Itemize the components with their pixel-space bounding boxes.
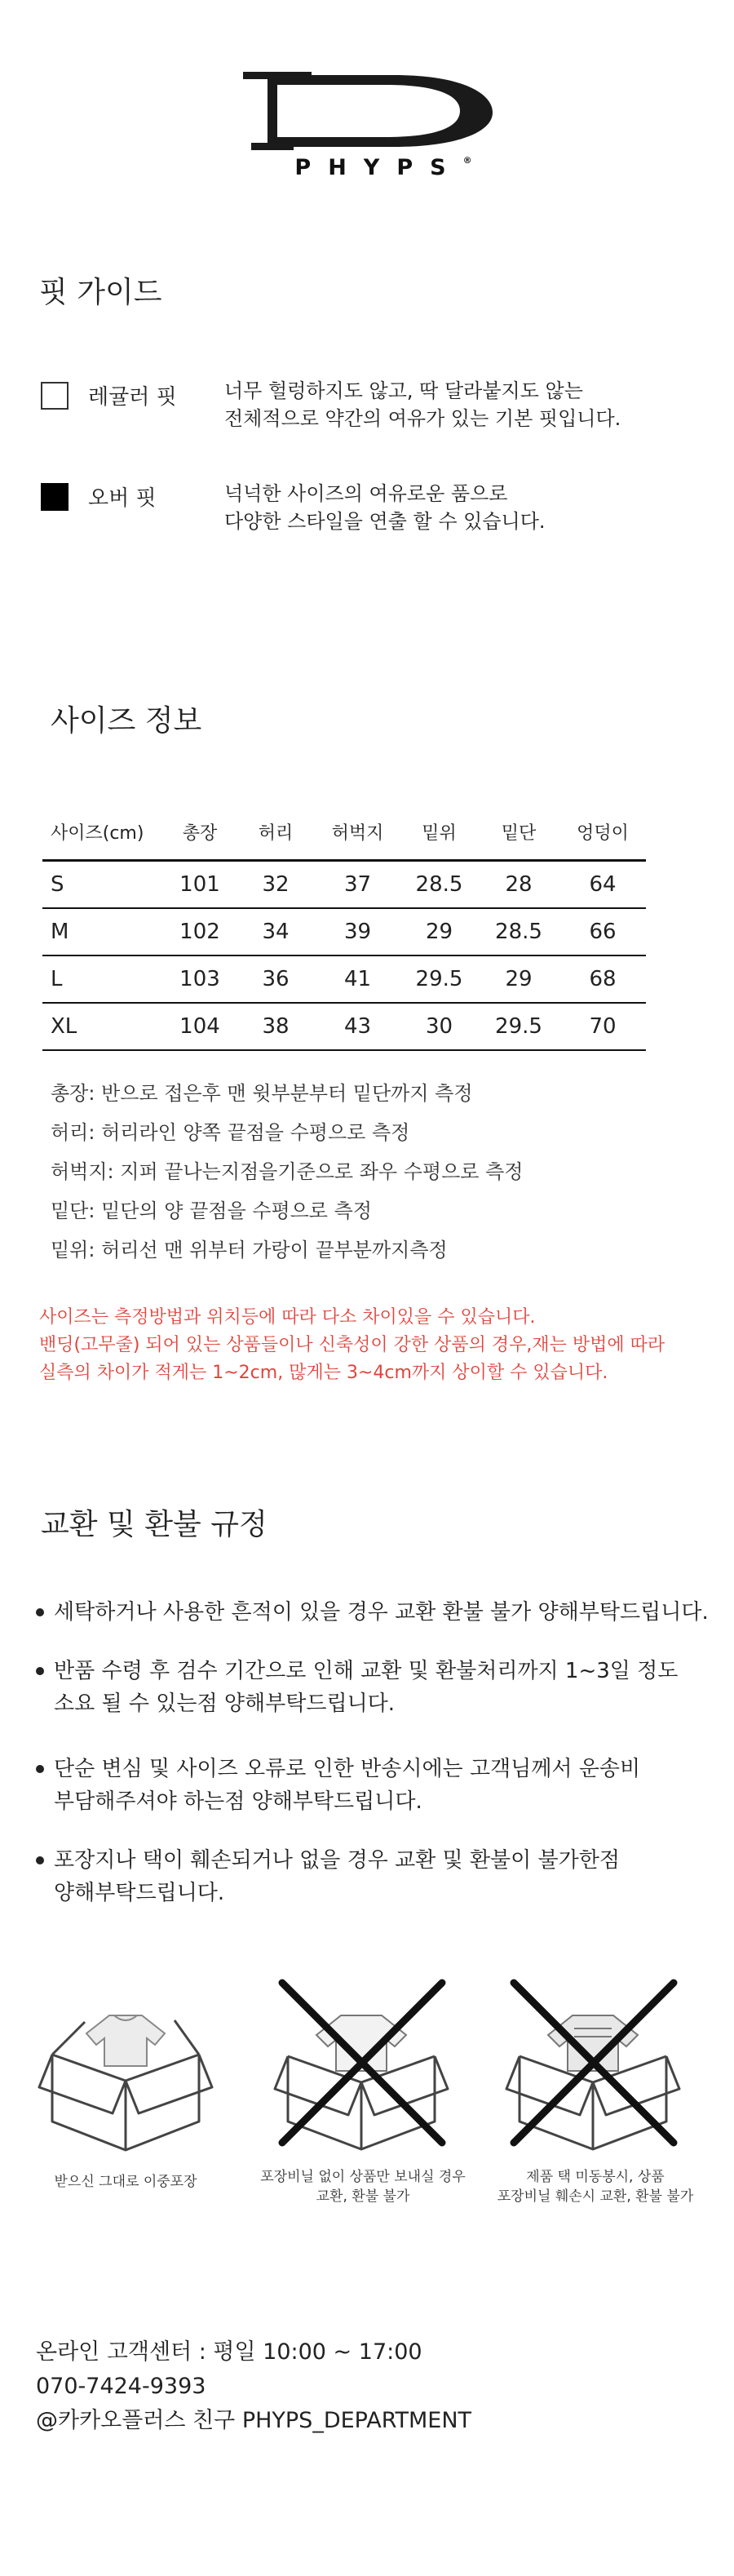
table-cell: 43 — [315, 1003, 400, 1050]
table-cell: 29.5 — [478, 1003, 559, 1050]
table-cell: 30 — [400, 1003, 478, 1050]
table-cell: 28 — [478, 861, 559, 909]
waist-col-header: 허리 — [258, 822, 294, 844]
bullet-dot — [36, 1667, 44, 1675]
rule-text: 세탁하거나 사용한 흔적이 있을 경우 교환 환불 불가 양해부탁드립니다. — [54, 1600, 709, 1625]
over-fit-swatch — [41, 483, 69, 511]
table-cell: 28.5 — [478, 908, 559, 955]
over-fit-name: 오버 핏 — [88, 486, 157, 511]
warning-line: 밴딩(고무줄) 되어 있는 상품들이나 신축성이 강한 상품의 경우,재는 방법에 따라 — [39, 1335, 665, 1355]
exchange-rule — [54, 1655, 678, 1720]
size-table-header-row — [42, 804, 646, 861]
box-with-shirt-icon — [36, 1991, 215, 2154]
crossed-box-icon — [499, 1975, 687, 2154]
table-cell: 68 — [559, 955, 646, 1003]
length-col-header: 총장 — [182, 822, 218, 844]
rule-text: 소요 될 수 있는점 양해부탁드립니다. — [54, 1691, 396, 1716]
size-table — [42, 804, 646, 1051]
over-fit-desc-line: 다양한 스타일을 연출 할 수 있습니다. — [224, 510, 546, 533]
table-cell: 36 — [237, 955, 315, 1003]
size-warning — [39, 1304, 665, 1387]
measurement-note: 밑단: 밑단의 양 끝점을 수평으로 측정 — [51, 1199, 372, 1222]
table-cell: 39 — [315, 908, 400, 955]
rule-text: 양해부탁드립니다. — [54, 1881, 225, 1905]
bullet-dot — [36, 1765, 44, 1773]
exchange-title: 교환 및 환불 규정 — [41, 1508, 268, 1541]
rule-text: 단순 변심 및 사이즈 오류로 인한 반송시에는 고객님께서 운송비 — [54, 1757, 641, 1781]
measurement-notes — [51, 1074, 523, 1270]
size-cell: L — [42, 955, 163, 1003]
size-cell: M — [42, 908, 163, 955]
measurement-note: 허벅지: 지퍼 끝나는지점을기준으로 좌우 수평으로 측정 — [51, 1160, 524, 1183]
customer-center — [36, 2335, 471, 2438]
table-row — [42, 1003, 646, 1050]
registered-mark: ® — [462, 155, 472, 166]
fit-guide-title: 핏 가이드 — [39, 276, 162, 309]
over-fit-desc-line: 넉넉한 사이즈의 여유로운 품으로 — [224, 482, 508, 505]
table-cell: 103 — [163, 955, 237, 1003]
kakao-plus-friend: @카카오플러스 친구 PHYPS_DEPARTMENT — [36, 2408, 472, 2433]
table-cell: 38 — [237, 1003, 315, 1050]
hip-col-header: 엉덩이 — [577, 822, 629, 844]
rise-col-header: 밑위 — [422, 822, 457, 844]
warning-line: 실측의 차이가 적게는 1~2cm, 많게는 3~4cm까지 상이할 수 있습니다. — [39, 1363, 608, 1383]
size-cell: S — [42, 861, 163, 909]
table-cell: 66 — [559, 908, 646, 955]
measurement-note: 허리: 허리라인 양쪽 끝점을 수평으로 측정 — [51, 1121, 410, 1144]
table-row — [42, 955, 646, 1003]
exchange-rule — [54, 1753, 640, 1818]
regular-fit-swatch — [41, 382, 69, 410]
size-cell: XL — [42, 1003, 163, 1050]
table-cell: 70 — [559, 1003, 646, 1050]
table-row — [42, 861, 646, 909]
packaging-caption — [237, 2167, 489, 2206]
packaging-caption — [473, 2167, 718, 2206]
warning-line: 사이즈는 측정방법과 위치등에 따라 다소 차이있을 수 있습니다. — [39, 1307, 536, 1328]
table-cell: 29.5 — [400, 955, 478, 1003]
regular-fit-description — [224, 377, 621, 432]
rule-text: 반품 수령 후 검수 기간으로 인해 교환 및 환불처리까지 1~3일 정도 — [54, 1659, 679, 1683]
bullet-dot — [36, 1856, 44, 1864]
caption-line: 포장비닐 훼손시 교환, 환불 불가 — [497, 2188, 694, 2205]
rule-text: 포장지나 택이 훼손되거나 없을 경우 교환 및 환불이 불가한점 — [54, 1848, 621, 1873]
customer-center-phone: 070-7424-9393 — [36, 2374, 206, 2399]
table-cell: 41 — [315, 955, 400, 1003]
table-cell: 29 — [478, 955, 559, 1003]
brand-name: PHYPS — [294, 155, 463, 180]
measurement-note: 밑위: 허리선 맨 위부터 가랑이 끝부분까지측정 — [51, 1239, 448, 1261]
table-row — [42, 908, 646, 955]
rule-text: 부담해주셔야 하는점 양해부탁드립니다. — [54, 1789, 422, 1814]
over-fit-description — [224, 480, 546, 535]
brand-wordmark — [253, 155, 514, 180]
bullet-dot — [36, 1608, 44, 1616]
measurement-note: 총장: 반으로 접은후 맨 윗부분부터 밑단까지 측정 — [51, 1082, 473, 1105]
caption-line: 제품 택 미동봉시, 상품 — [526, 2169, 665, 2185]
brand-logo-mark — [243, 72, 494, 150]
crossed-box-icon — [268, 1975, 455, 2154]
exchange-rule — [54, 1844, 620, 1909]
table-cell: 64 — [559, 861, 646, 909]
table-cell: 32 — [237, 861, 315, 909]
table-cell: 37 — [315, 861, 400, 909]
table-cell: 29 — [400, 908, 478, 955]
regular-fit-name: 레귤러 핏 — [88, 385, 177, 410]
size-info-title: 사이즈 정보 — [51, 704, 202, 738]
regular-fit-desc-line: 너무 헐렁하지도 않고, 딱 달라붙지도 않는 — [224, 379, 583, 402]
hem-col-header: 밑단 — [501, 822, 537, 844]
table-cell: 34 — [237, 908, 315, 955]
table-cell: 104 — [163, 1003, 237, 1050]
caption-line: 교환, 환불 불가 — [316, 2188, 410, 2205]
caption-line: 포장비닐 없이 상품만 보내실 경우 — [260, 2169, 466, 2185]
size-col-header: 사이즈(cm) — [51, 822, 144, 844]
caption-line: 받으신 그대로 이중포장 — [54, 2174, 197, 2190]
packaging-caption — [20, 2172, 232, 2192]
customer-center-hours: 온라인 고객센터 : 평일 10:00 ~ 17:00 — [36, 2339, 422, 2365]
regular-fit-desc-line: 전체적으로 약간의 여유가 있는 기본 핏입니다. — [224, 407, 621, 430]
table-cell: 102 — [163, 908, 237, 955]
table-cell: 101 — [163, 861, 237, 909]
table-cell: 28.5 — [400, 861, 478, 909]
exchange-rule — [54, 1596, 709, 1629]
thigh-col-header: 허벅지 — [331, 822, 384, 844]
